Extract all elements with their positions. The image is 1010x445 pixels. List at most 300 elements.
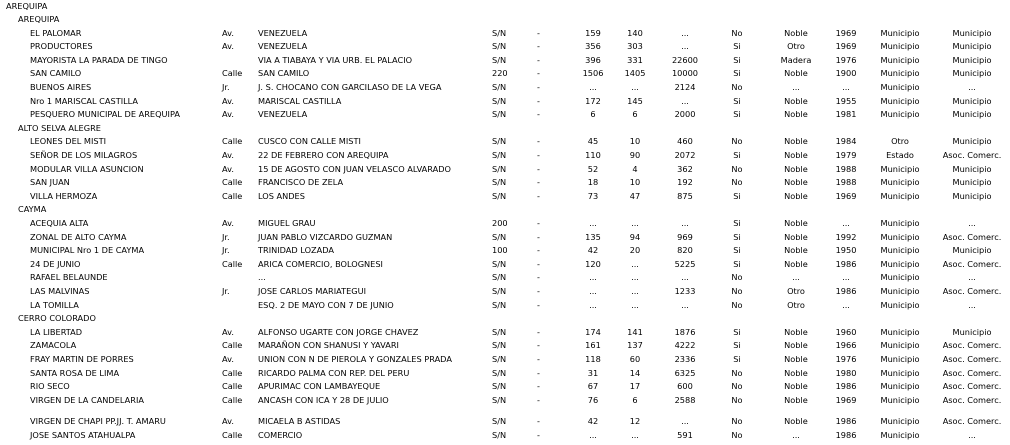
administrator-cell: ...	[968, 82, 976, 92]
owner-cell: Municipio	[880, 394, 920, 405]
district-name: CAYMA	[18, 204, 47, 215]
has-services-cell: Si	[733, 109, 741, 120]
year-built-cell: 1969	[835, 394, 857, 405]
table-row	[0, 81, 1010, 94]
street-number-cell: S/N	[492, 82, 507, 92]
street-number-cell: 100	[492, 245, 508, 256]
street-number-cell: S/N	[492, 95, 507, 106]
interior-cell: -	[537, 190, 540, 201]
street-type-cell: Av.	[222, 27, 234, 38]
owner-cell: Otro	[891, 136, 909, 147]
stalls-total-cell: 76	[587, 394, 599, 405]
address-cell: MARISCAL CASTILLA	[258, 95, 342, 106]
area-m2-cell: 10000	[671, 68, 699, 79]
address-cell: 22 DE FEBRERO CON AREQUIPA	[258, 150, 389, 160]
year-built-cell: 1969	[835, 41, 857, 52]
interior-cell: -	[537, 109, 540, 120]
area-m2-cell: ...	[681, 95, 689, 106]
address-cell: JUAN PABLO VIZCARDO GUZMAN	[258, 231, 393, 242]
stalls-active-cell: 4	[632, 163, 638, 174]
market-name-cell: RAFAEL BELAUNDE	[30, 272, 108, 283]
area-m2-cell: 2124	[674, 82, 696, 92]
interior-cell: -	[537, 27, 540, 38]
address-cell: ANCASH CON ICA Y 28 DE JULIO	[258, 394, 389, 405]
owner-cell: Municipio	[880, 272, 920, 283]
year-built-cell: ...	[842, 218, 850, 228]
market-name-cell: SEÑOR DE LOS MILAGROS	[30, 150, 138, 160]
owner-cell: Municipio	[880, 95, 920, 106]
street-number-cell: S/N	[492, 136, 507, 147]
construction-material-cell: Noble	[784, 354, 808, 364]
table-row	[0, 54, 1010, 67]
stalls-total-cell: 45	[587, 136, 599, 147]
has-services-cell: No	[731, 163, 743, 174]
area-m2-cell: 969	[677, 231, 693, 242]
year-built-cell: 1984	[835, 136, 857, 147]
street-type-cell: Jr.	[222, 286, 230, 296]
stalls-total-cell: 18	[587, 177, 599, 188]
street-type-cell: Jr.	[222, 245, 230, 256]
street-number-cell: S/N	[492, 326, 507, 337]
construction-material-cell: ...	[792, 82, 800, 92]
area-m2-cell: 362	[677, 163, 693, 174]
stalls-total-cell: 42	[587, 416, 599, 427]
street-type-cell: Av.	[222, 354, 234, 364]
stalls-active-cell: ...	[631, 82, 639, 92]
stalls-active-cell: 137	[627, 340, 643, 351]
street-number-cell: S/N	[492, 394, 507, 405]
has-services-cell: No	[731, 272, 743, 283]
year-built-cell: 1900	[835, 68, 857, 79]
administrator-cell: Municipio	[952, 177, 992, 188]
district-name: ALTO SELVA ALEGRE	[18, 122, 101, 133]
stalls-total-cell: ...	[589, 218, 597, 228]
area-m2-cell: 22600	[671, 54, 699, 65]
has-services-cell: Si	[733, 95, 741, 106]
owner-cell: Municipio	[880, 190, 920, 201]
street-number-cell: S/N	[492, 41, 507, 52]
construction-material-cell: Noble	[784, 177, 808, 188]
area-m2-cell: ...	[681, 299, 689, 310]
street-number-cell: S/N	[492, 416, 507, 427]
area-m2-cell: ...	[681, 27, 689, 38]
administrator-cell: Municipio	[952, 190, 992, 201]
market-name-cell: SAN JUAN	[30, 177, 70, 188]
stalls-active-cell: 17	[629, 381, 641, 392]
table-row	[0, 394, 1010, 407]
has-services-cell: Si	[733, 340, 741, 351]
address-cell: VENEZUELA	[258, 41, 308, 52]
area-m2-cell: 820	[677, 245, 693, 256]
area-m2-cell: 600	[677, 381, 693, 392]
construction-material-cell: ...	[792, 272, 800, 283]
table-row	[0, 135, 1010, 148]
owner-cell: Municipio	[880, 54, 920, 65]
stalls-active-cell: ...	[631, 299, 639, 310]
stalls-active-cell: 20	[629, 245, 641, 256]
table-row	[0, 415, 1010, 428]
has-services-cell: Si	[733, 231, 741, 242]
area-m2-cell: 460	[677, 136, 693, 147]
street-type-cell: Av.	[222, 326, 234, 337]
year-built-cell: 1986	[835, 381, 857, 392]
year-built-cell: ...	[842, 82, 850, 92]
construction-material-cell: Noble	[784, 136, 808, 147]
construction-material-cell: Noble	[784, 109, 808, 120]
street-number-cell: S/N	[492, 299, 507, 310]
stalls-total-cell: 6	[590, 109, 596, 120]
stalls-active-cell: 6	[632, 394, 638, 405]
area-m2-cell: 875	[677, 190, 693, 201]
address-cell: ESQ. 2 DE MAYO CON 7 DE JUNIO	[258, 299, 394, 310]
market-name-cell: SAN CAMILO	[30, 68, 82, 79]
address-cell: LOS ANDES	[258, 190, 305, 201]
administrator-cell: ...	[968, 218, 976, 228]
administrator-cell: ...	[968, 272, 976, 283]
administrator-cell: ...	[968, 299, 976, 310]
area-m2-cell: ...	[681, 416, 689, 427]
year-built-cell: 1960	[835, 326, 857, 337]
street-number-cell: S/N	[492, 258, 507, 269]
administrator-cell: Asoc. Comerc.	[942, 258, 1002, 269]
interior-cell: -	[537, 416, 540, 427]
construction-material-cell: Noble	[784, 258, 808, 269]
market-name-cell: ACEQUIA ALTA	[30, 218, 89, 228]
administrator-cell: Asoc. Comerc.	[942, 340, 1002, 351]
interior-cell: -	[537, 218, 540, 228]
owner-cell: Municipio	[880, 367, 920, 378]
street-number-cell: S/N	[492, 354, 507, 364]
street-type-cell: Calle	[222, 381, 243, 392]
interior-cell: -	[537, 136, 540, 147]
area-m2-cell: 2588	[674, 394, 696, 405]
table-row	[0, 163, 1010, 176]
street-number-cell: S/N	[492, 381, 507, 392]
stalls-active-cell: 10	[629, 177, 641, 188]
administrator-cell: ...	[968, 430, 976, 440]
street-number-cell: S/N	[492, 367, 507, 378]
interior-cell: -	[537, 41, 540, 52]
administrator-cell: Municipio	[952, 245, 992, 256]
address-cell: RICARDO PALMA CON REP. DEL PERU	[258, 367, 410, 378]
year-built-cell: 1979	[835, 150, 857, 160]
has-services-cell: No	[731, 299, 743, 310]
table-row	[0, 231, 1010, 244]
year-built-cell: 1969	[835, 190, 857, 201]
owner-cell: Municipio	[880, 218, 920, 228]
street-number-cell: S/N	[492, 54, 507, 65]
interior-cell: -	[537, 163, 540, 174]
stalls-active-cell: 331	[627, 54, 643, 65]
construction-material-cell: Noble	[784, 416, 808, 427]
table-row	[0, 108, 1010, 121]
district-header	[0, 312, 1010, 325]
owner-cell: Municipio	[880, 82, 920, 92]
year-built-cell: 1992	[835, 231, 857, 242]
street-number-cell: S/N	[492, 177, 507, 188]
owner-cell: Municipio	[880, 416, 920, 427]
district-name: CERRO COLORADO	[18, 313, 96, 324]
has-services-cell: No	[731, 430, 743, 440]
table-row	[0, 27, 1010, 40]
market-name-cell: EL PALOMAR	[30, 27, 82, 38]
construction-material-cell: Noble	[784, 394, 808, 405]
area-m2-cell: ...	[681, 218, 689, 228]
address-cell: JOSE CARLOS MARIATEGUI	[258, 286, 367, 296]
region-title: AREQUIPA	[6, 1, 48, 11]
has-services-cell: Si	[733, 258, 741, 269]
has-services-cell: Si	[733, 54, 741, 65]
address-cell: VENEZUELA	[258, 109, 308, 120]
administrator-cell: Asoc. Comerc.	[942, 354, 1002, 364]
stalls-total-cell: 120	[585, 258, 601, 269]
area-m2-cell: ...	[681, 41, 689, 52]
market-name-cell: VILLA HERMOZA	[30, 190, 98, 201]
table-row	[0, 353, 1010, 366]
interior-cell: -	[537, 381, 540, 392]
administrator-cell: Asoc. Comerc.	[942, 150, 1002, 160]
stalls-active-cell: ...	[631, 286, 639, 296]
table-row	[0, 367, 1010, 380]
area-m2-cell: 6325	[674, 367, 696, 378]
construction-material-cell: Noble	[784, 150, 808, 160]
administrator-cell: Municipio	[952, 136, 992, 147]
area-m2-cell: ...	[681, 272, 689, 283]
district-name: AREQUIPA	[18, 14, 60, 24]
stalls-active-cell: ...	[631, 430, 639, 440]
administrator-cell: Asoc. Comerc.	[942, 394, 1002, 405]
administrator-cell: Municipio	[952, 54, 992, 65]
street-type-cell: Av.	[222, 150, 234, 160]
interior-cell: -	[537, 82, 540, 92]
market-name-cell: PESQUERO MUNICIPAL DE AREQUIPA	[30, 109, 180, 120]
stalls-total-cell: 118	[585, 354, 601, 364]
construction-material-cell: Noble	[784, 381, 808, 392]
interior-cell: -	[537, 299, 540, 310]
year-built-cell: 1955	[835, 95, 857, 106]
street-type-cell: Calle	[222, 430, 243, 440]
interior-cell: -	[537, 272, 540, 283]
owner-cell: Municipio	[880, 177, 920, 188]
street-type-cell: Av.	[222, 41, 234, 52]
interior-cell: -	[537, 340, 540, 351]
year-built-cell: 1950	[835, 245, 857, 256]
stalls-active-cell: ...	[631, 218, 639, 228]
stalls-total-cell: 1506	[582, 68, 604, 79]
interior-cell: -	[537, 177, 540, 188]
area-m2-cell: 591	[677, 430, 693, 440]
stalls-active-cell: 303	[627, 41, 643, 52]
stalls-active-cell: 141	[627, 326, 643, 337]
market-name-cell: MODULAR VILLA ASUNCION	[30, 163, 144, 174]
has-services-cell: No	[731, 136, 743, 147]
market-name-cell: ZONAL DE ALTO CAYMA	[30, 231, 127, 242]
interior-cell: -	[537, 231, 540, 242]
stalls-total-cell: 356	[585, 41, 601, 52]
administrator-cell: Asoc. Comerc.	[942, 416, 1002, 427]
street-type-cell: Av.	[222, 218, 234, 228]
address-cell: J. S. CHOCANO CON GARCILASO DE LA VEGA	[258, 82, 442, 92]
table-row	[0, 339, 1010, 352]
address-cell: FRANCISCO DE ZELA	[258, 177, 344, 188]
market-name-cell: RIO SECO	[30, 381, 70, 392]
address-cell: MARAÑON CON SHANUSI Y YAVARI	[258, 340, 399, 351]
street-type-cell: Calle	[222, 258, 243, 269]
market-name-cell: LA TOMILLA	[30, 299, 79, 310]
address-cell: VIA A TIABAYA Y VIA URB. EL PALACIO	[258, 54, 413, 65]
address-cell: MICAELA B ASTIDAS	[258, 416, 341, 427]
district-header	[0, 122, 1010, 135]
interior-cell: -	[537, 68, 540, 79]
owner-cell: Municipio	[880, 109, 920, 120]
has-services-cell: No	[731, 177, 743, 188]
table-row	[0, 285, 1010, 298]
has-services-cell: Si	[733, 354, 741, 364]
stalls-total-cell: 73	[587, 190, 599, 201]
stalls-active-cell: 90	[629, 150, 641, 160]
construction-material-cell: Otro	[787, 286, 805, 296]
table-row	[0, 429, 1010, 442]
interior-cell: -	[537, 354, 540, 364]
address-cell: MIGUEL GRAU	[258, 218, 316, 228]
address-cell: ALFONSO UGARTE CON JORGE CHAVEZ	[258, 326, 419, 337]
stalls-total-cell: 172	[585, 95, 601, 106]
street-type-cell: Av.	[222, 416, 234, 427]
administrator-cell: Asoc. Comerc.	[942, 367, 1002, 378]
market-name-cell: BUENOS AIRES	[30, 82, 92, 92]
stalls-active-cell: 94	[629, 231, 641, 242]
interior-cell: -	[537, 394, 540, 405]
administrator-cell: Asoc. Comerc.	[942, 231, 1002, 242]
street-number-cell: S/N	[492, 27, 507, 38]
year-built-cell: 1981	[835, 109, 857, 120]
interior-cell: -	[537, 95, 540, 106]
has-services-cell: No	[731, 416, 743, 427]
area-m2-cell: 1233	[674, 286, 696, 296]
address-cell: TRINIDAD LOZADA	[258, 245, 334, 256]
stalls-total-cell: ...	[589, 286, 597, 296]
administrator-cell: Asoc. Comerc.	[942, 286, 1002, 296]
owner-cell: Municipio	[880, 299, 920, 310]
district-header	[0, 13, 1010, 26]
street-number-cell: S/N	[492, 190, 507, 201]
market-name-cell: LA LIBERTAD	[30, 326, 83, 337]
owner-cell: Municipio	[880, 68, 920, 79]
year-built-cell: 1986	[835, 416, 857, 427]
owner-cell: Municipio	[880, 231, 920, 242]
owner-cell: Municipio	[880, 286, 920, 296]
year-built-cell: 1976	[835, 354, 857, 364]
owner-cell: Municipio	[880, 430, 920, 440]
district-header	[0, 203, 1010, 216]
street-type-cell: Av.	[222, 109, 234, 120]
construction-material-cell: Noble	[784, 190, 808, 201]
year-built-cell: ...	[842, 272, 850, 283]
owner-cell: Municipio	[880, 41, 920, 52]
stalls-total-cell: 396	[585, 54, 601, 65]
administrator-cell: Municipio	[952, 27, 992, 38]
interior-cell: -	[537, 150, 540, 160]
has-services-cell: Si	[733, 190, 741, 201]
year-built-cell: 1969	[835, 27, 857, 38]
interior-cell: -	[537, 367, 540, 378]
market-name-cell: FRAY MARTIN DE PORRES	[30, 354, 134, 364]
street-number-cell: S/N	[492, 109, 507, 120]
year-built-cell: 1988	[835, 177, 857, 188]
has-services-cell: Si	[733, 218, 741, 228]
address-cell: VENEZUELA	[258, 27, 308, 38]
owner-cell: Municipio	[880, 354, 920, 364]
market-name-cell: SANTA ROSA DE LIMA	[30, 367, 120, 378]
street-type-cell: Jr.	[222, 231, 230, 242]
construction-material-cell: Noble	[784, 367, 808, 378]
market-name-cell: VIRGEN DE LA CANDELARIA	[30, 394, 144, 405]
area-m2-cell: 192	[677, 177, 693, 188]
has-services-cell: No	[731, 381, 743, 392]
table-row	[0, 299, 1010, 312]
administrator-cell: Municipio	[952, 95, 992, 106]
area-m2-cell: 4222	[674, 340, 696, 351]
market-name-cell: Nro 1 MARISCAL CASTILLA	[30, 95, 139, 106]
table-row	[0, 271, 1010, 284]
street-number-cell: S/N	[492, 231, 507, 242]
table-row	[0, 176, 1010, 189]
table-row	[0, 190, 1010, 203]
construction-material-cell: Noble	[784, 245, 808, 256]
has-services-cell: No	[731, 367, 743, 378]
has-services-cell: Si	[733, 68, 741, 79]
stalls-active-cell: 47	[629, 190, 641, 201]
year-built-cell: 1980	[835, 367, 857, 378]
street-type-cell: Calle	[222, 177, 243, 188]
table-row	[0, 40, 1010, 53]
interior-cell: -	[537, 326, 540, 337]
owner-cell: Municipio	[880, 326, 920, 337]
construction-material-cell: Otro	[787, 299, 805, 310]
market-name-cell: MAYORISTA LA PARADA DE TINGO	[30, 54, 168, 65]
table-row	[0, 326, 1010, 339]
stalls-total-cell: 31	[587, 367, 599, 378]
stalls-total-cell: ...	[589, 82, 597, 92]
interior-cell: -	[537, 258, 540, 269]
interior-cell: -	[537, 54, 540, 65]
construction-material-cell: Madera	[780, 54, 812, 65]
administrator-cell: Municipio	[952, 163, 992, 174]
street-number-cell: S/N	[492, 272, 507, 283]
year-built-cell: 1966	[835, 340, 857, 351]
street-type-cell: Calle	[222, 394, 243, 405]
table-row	[0, 258, 1010, 271]
street-number-cell: 220	[492, 68, 508, 79]
address-cell: ARICA COMERCIO, BOLOGNESI	[258, 258, 383, 269]
stalls-active-cell: 60	[629, 354, 641, 364]
stalls-active-cell: 10	[629, 136, 641, 147]
construction-material-cell: ...	[792, 430, 800, 440]
has-services-cell: No	[731, 27, 743, 38]
region-title-row	[0, 0, 1010, 13]
has-services-cell: No	[731, 82, 743, 92]
year-built-cell: 1976	[835, 54, 857, 65]
street-type-cell: Av.	[222, 163, 234, 174]
interior-cell: -	[537, 286, 540, 296]
has-services-cell: Si	[733, 150, 741, 160]
table-row	[0, 217, 1010, 230]
stalls-active-cell: ...	[631, 272, 639, 283]
construction-material-cell: Noble	[784, 27, 808, 38]
market-name-cell: LAS MALVINAS	[30, 286, 90, 296]
address-cell: CUSCO CON CALLE MISTI	[258, 136, 361, 147]
market-name-cell: PRODUCTORES	[30, 41, 93, 52]
